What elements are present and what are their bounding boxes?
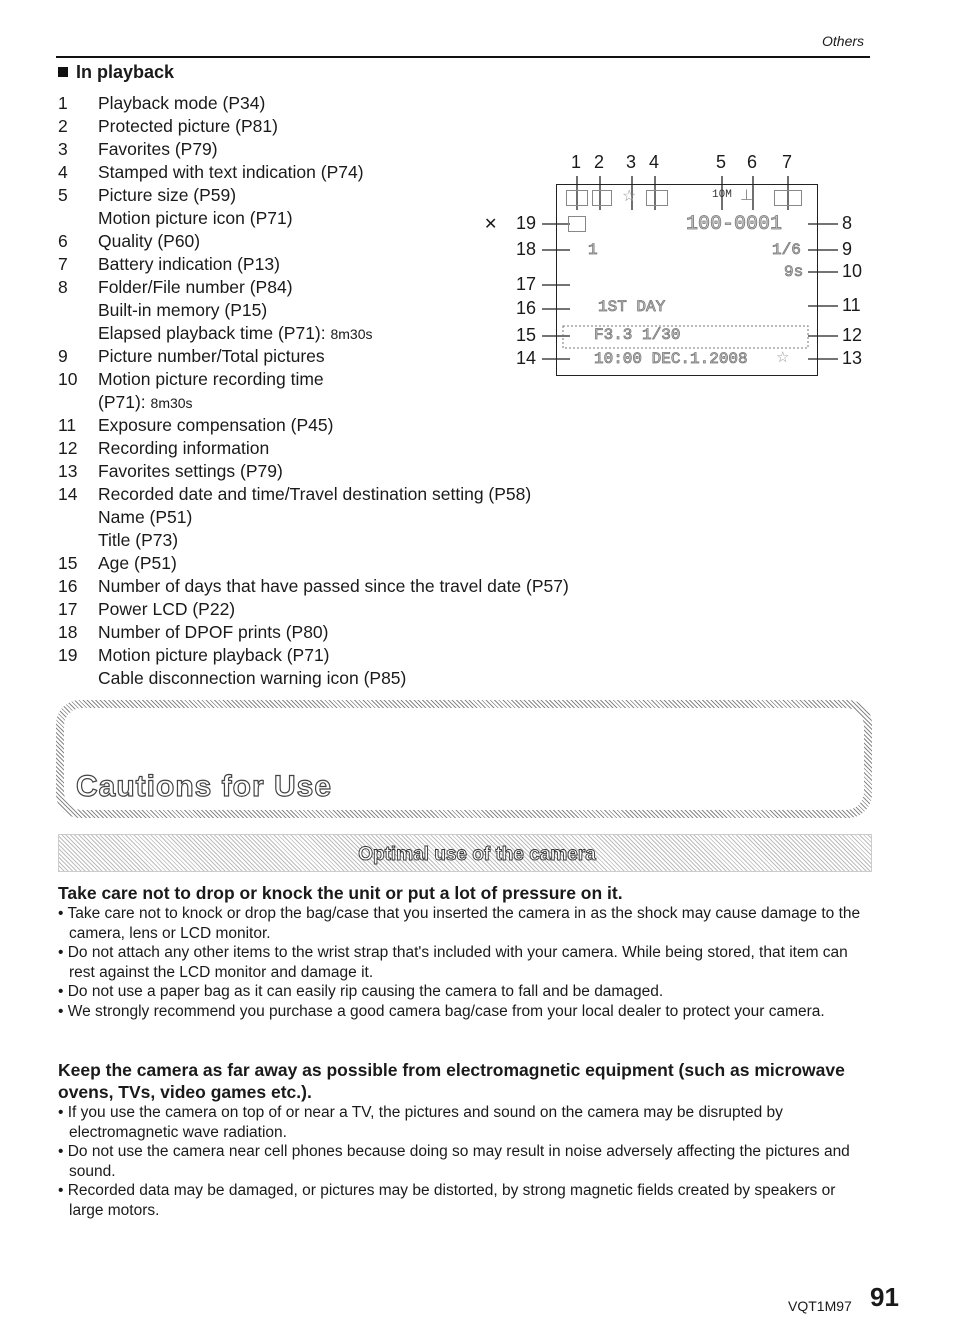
playback-list-item — [58, 437, 778, 460]
playback-list-item — [58, 506, 778, 529]
label-16: 16 — [516, 298, 537, 318]
date-time: 10:00 DEC.1.2008 — [594, 350, 748, 368]
favorites-setting-icon: ☆ — [776, 349, 790, 366]
caution-heading-1: Take care not to drop or knock the unit or put a lot of pressure on it. — [58, 883, 623, 903]
item-number: 10 — [58, 369, 78, 389]
dpof-count: 1 — [588, 241, 598, 259]
caution-bullet: • If you use the camera on top of or near a TV, the pictures and sound on the camera may be disrupted by electromagnetic wave radiation. — [58, 1104, 783, 1141]
screen-diagram — [0, 0, 954, 400]
item-number: 19 — [58, 645, 78, 665]
item-number: 13 — [58, 461, 78, 481]
label-10: 10 — [842, 261, 863, 281]
item-number: 18 — [58, 622, 78, 642]
item-text: Folder/File number (P84) — [98, 277, 293, 297]
caution-bullet: • Recorded data may be damaged, or pictures may be distorted, by strong magnetic fields created by speakers or large motors. — [58, 1182, 836, 1219]
item-number: 3 — [58, 139, 68, 159]
item-number: 15 — [58, 553, 78, 573]
item-text: Motion picture recording time — [98, 369, 324, 389]
cable-warning-icon: ✕ — [484, 216, 498, 233]
document-code: VQT1M97 — [788, 1298, 852, 1314]
playback-list-item — [58, 575, 778, 598]
item-number: 5 — [58, 185, 68, 205]
item-number: 14 — [58, 484, 78, 504]
item-number: 7 — [58, 254, 68, 274]
item-text: Favorites settings (P79) — [98, 461, 283, 481]
battery-icon — [774, 190, 802, 206]
label-11: 11 — [842, 295, 861, 315]
label-18: 18 — [516, 239, 537, 259]
optimal-use-title: Optimal use of the camera — [358, 844, 596, 865]
label-4: 4 — [649, 152, 660, 172]
item-number: 12 — [58, 438, 78, 458]
label-6: 6 — [747, 152, 758, 172]
label-17: 17 — [516, 274, 537, 294]
folder-file-number: 100-0001 — [686, 213, 783, 236]
label-5: 5 — [716, 152, 727, 172]
elapsed-time-value: 8m30s — [150, 395, 193, 411]
caution-block-2 — [58, 1059, 870, 1220]
caution-block-1 — [58, 882, 870, 1021]
section-label: Others — [822, 33, 865, 49]
item-text: Battery indication (P13) — [98, 254, 280, 274]
item-number: 1 — [58, 93, 68, 113]
text-stamp-icon — [646, 190, 668, 206]
caution-bullet: • Do not attach any other items to the wrist strap that's included with your camera. While being stored, that item can rest against the LCD monitor and damage it. — [58, 944, 848, 981]
playback-list-item — [58, 414, 778, 437]
item-text: Recorded date and time/Travel destination setting (P58) — [98, 484, 532, 504]
label-8: 8 — [842, 213, 853, 233]
playback-list-item — [58, 552, 778, 575]
label-12: 12 — [842, 325, 863, 345]
item-text: Cable disconnection warning icon (P85) — [98, 668, 407, 688]
item-number — [58, 506, 98, 529]
item-text: Picture number/Total pictures — [98, 346, 325, 366]
item-text: Quality (P60) — [98, 231, 201, 251]
item-number: 16 — [58, 576, 78, 596]
playback-list-item — [58, 598, 778, 621]
label-7: 7 — [782, 152, 793, 172]
quality-icon: ⊥ — [740, 187, 754, 204]
label-13: 13 — [842, 348, 863, 368]
item-text: Number of DPOF prints (P80) — [98, 622, 329, 642]
label-15: 15 — [516, 325, 537, 345]
recording-info: F3.3 1/30 — [594, 326, 681, 344]
item-number: 8 — [58, 277, 68, 297]
label-3: 3 — [626, 152, 637, 172]
caution-bullet: • We strongly recommend you purchase a good camera bag/case from your local dealer to protect your camera. — [58, 1002, 825, 1020]
cautions-title: Cautions for Use — [76, 770, 333, 803]
item-number: 11 — [58, 415, 77, 435]
item-number — [58, 667, 98, 690]
item-text: Power LCD (P22) — [98, 599, 236, 619]
item-text: Motion picture icon (P71) — [98, 208, 293, 228]
item-text: Protected picture (P81) — [98, 116, 278, 136]
playback-list-item — [58, 621, 778, 644]
recording-time: 9s — [784, 263, 804, 281]
item-text: Elapsed playback time (P71): 8m30s — [98, 323, 373, 343]
caution-bullet: • Do not use the camera near cell phones because doing so may result in noise adversely affecting the pictures and sound. — [58, 1143, 850, 1180]
caution-bullet: • Take care not to knock or drop the bag/case that you inserted the camera in as the shock may cause damage to the camera, lens or LCD monitor. — [58, 905, 861, 942]
item-text: Picture size (P59) — [98, 185, 237, 205]
page-number: 91 — [870, 1282, 899, 1312]
playback-title: In playback — [76, 62, 175, 82]
motion-playback-icon — [568, 216, 586, 232]
favorite-star-icon: ☆ — [622, 188, 637, 205]
label-14: 14 — [516, 348, 537, 368]
item-number: 2 — [58, 116, 68, 136]
item-text: (P71): 8m30s — [98, 392, 193, 412]
label-19: 19 — [516, 213, 537, 233]
protect-icon — [592, 190, 612, 206]
playback-list-item — [58, 483, 778, 506]
item-text: Built-in memory (P15) — [98, 300, 268, 320]
item-text: Motion picture playback (P71) — [98, 645, 330, 665]
item-text: Name (P51) — [98, 507, 193, 527]
item-number: 9 — [58, 346, 68, 366]
item-text: Recording information — [98, 438, 270, 458]
playback-list-item — [58, 529, 778, 552]
label-9: 9 — [842, 239, 853, 259]
item-text: Exposure compensation (P45) — [98, 415, 334, 435]
playback-list-item — [58, 460, 778, 483]
item-text: Title (P73) — [98, 530, 179, 550]
label-2: 2 — [594, 152, 605, 172]
item-number — [58, 529, 98, 552]
caution-bullet: • Do not use a paper bag as it can easily rip causing the camera to fall and be damaged. — [58, 983, 664, 1000]
caution-heading-2: Keep the camera as far away as possible from electromagnetic equipment (such as microwave ovens, TVs, video games etc.). — [58, 1060, 845, 1102]
playback-list-item — [58, 644, 778, 667]
picture-size: 10M — [712, 189, 732, 201]
item-number: 6 — [58, 231, 68, 251]
item-text: Number of days that have passed since the travel date (P57) — [98, 576, 569, 596]
item-text: Age (P51) — [98, 553, 177, 573]
travel-day: 1ST DAY — [598, 298, 666, 316]
item-number: 17 — [58, 599, 78, 619]
elapsed-time-value: 8m30s — [330, 326, 373, 342]
item-text: Playback mode (P34) — [98, 93, 266, 113]
playback-list-item — [58, 667, 778, 690]
item-text: Favorites (P79) — [98, 139, 218, 159]
item-number: 4 — [58, 162, 68, 182]
playback-mode-icon — [566, 190, 588, 206]
picture-number: 1/6 — [772, 241, 801, 259]
item-text: Stamped with text indication (P74) — [98, 162, 364, 182]
label-1: 1 — [571, 152, 582, 172]
